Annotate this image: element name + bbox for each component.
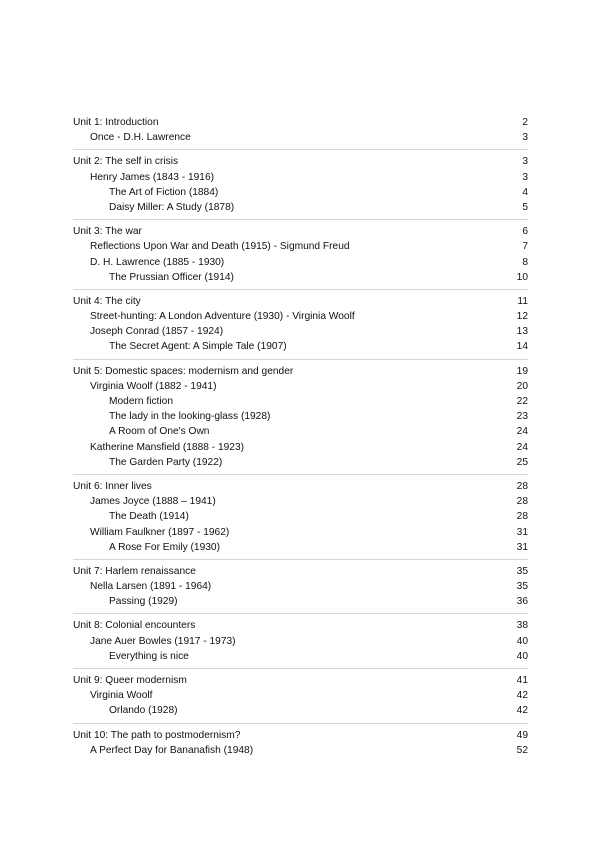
toc-page-number: 28 [516, 496, 528, 508]
toc-page-number: 6 [522, 226, 528, 238]
toc-entry-title: The lady in the looking-glass (1928) [109, 411, 271, 423]
toc-entry-title: Reflections Upon War and Death (1915) - Sigmund Freud [90, 241, 350, 253]
toc-entry-title: Unit 5: Domestic spaces: modernism and gender [73, 365, 294, 377]
toc-unit-heading[interactable] [73, 154, 528, 169]
toc-entry-title: Katherine Mansfield (1888 - 1923) [90, 441, 245, 453]
toc-entry-title: Henry James (1843 - 1916) [90, 171, 215, 183]
toc-unit-heading[interactable] [73, 618, 528, 633]
toc-page-number: 35 [516, 581, 528, 593]
toc-unit [73, 115, 528, 145]
toc-page-number: 20 [516, 380, 528, 392]
toc-subentry[interactable] [73, 339, 528, 354]
toc-subentry[interactable] [73, 424, 528, 439]
toc-entry-title: Everything is nice [109, 650, 189, 662]
toc-entry[interactable] [73, 634, 528, 649]
toc-unit [73, 559, 528, 610]
toc-page-number: 3 [522, 171, 528, 183]
toc-entry[interactable] [73, 579, 528, 594]
toc-page-number: 7 [522, 241, 528, 253]
toc-page-number: 13 [516, 326, 528, 338]
toc-entry[interactable] [73, 130, 528, 145]
toc-unit [73, 149, 528, 215]
toc-subentry[interactable] [73, 270, 528, 285]
toc-unit [73, 359, 528, 470]
toc-entry[interactable] [73, 440, 528, 455]
toc-entry-title: Unit 8: Colonial encounters [73, 620, 196, 632]
toc-entry[interactable] [73, 379, 528, 394]
toc-page-number: 42 [516, 705, 528, 717]
toc-unit [73, 613, 528, 664]
toc-page-number: 12 [516, 311, 528, 323]
toc-page-number: 41 [516, 675, 528, 686]
toc-subentry[interactable] [73, 509, 528, 524]
toc-page-number: 52 [516, 744, 528, 756]
toc-entry-title: Modern fiction [109, 396, 173, 407]
toc-unit [73, 668, 528, 719]
toc-page-number: 31 [516, 541, 528, 553]
toc-entry-title: Unit 7: Harlem renaissance [73, 565, 196, 577]
toc-entry[interactable] [73, 494, 528, 509]
toc-page-number: 8 [522, 256, 528, 268]
toc-entry-title: Unit 4: The city [73, 295, 141, 307]
toc-entry-title: A Rose For Emily (1930) [109, 541, 220, 553]
toc-unit [73, 474, 528, 555]
toc-page-number: 40 [516, 650, 528, 662]
toc-unit-heading[interactable] [73, 115, 528, 130]
toc-page-number: 42 [516, 690, 528, 702]
toc-entry-title: The Prussian Officer (1914) [109, 271, 234, 283]
toc-subentry[interactable] [73, 409, 528, 424]
toc-page-number: 3 [522, 156, 528, 168]
toc-unit [73, 289, 528, 355]
toc-page-number: 19 [516, 365, 528, 377]
toc-entry-title: Joseph Conrad (1857 - 1924) [90, 326, 224, 338]
toc-entry-title: A Perfect Day for Bananafish (1948) [90, 744, 254, 756]
toc-page-number: 49 [516, 729, 528, 741]
toc-subentry[interactable] [73, 200, 528, 215]
toc-entry-title: Unit 3: The war [73, 226, 142, 238]
toc-page-number: 4 [522, 186, 528, 198]
toc-page-number: 24 [516, 426, 528, 438]
toc-page-number: 14 [516, 341, 528, 353]
toc-subentry[interactable] [73, 594, 528, 609]
toc-page-number: 28 [516, 480, 528, 492]
toc-entry-title: The Garden Party (1922) [109, 456, 223, 468]
toc-page-number: 35 [516, 565, 528, 577]
toc-entry-title: Once - D.H. Lawrence [90, 132, 191, 144]
toc-entry-title: Unit 1: Introduction [73, 117, 159, 128]
toc-entry-title: Virginia Woolf (1882 - 1941) [90, 380, 217, 392]
toc-entry-title: Street-hunting: A London Adventure (1930) - Virginia Woolf [90, 311, 355, 323]
toc-entry-title: Nella Larsen (1891 - 1964) [90, 581, 212, 593]
toc-entry-title: Virginia Woolf [90, 690, 153, 702]
toc-page-number: 2 [522, 117, 528, 128]
toc-subentry[interactable] [73, 649, 528, 664]
toc-entry-title: James Joyce (1888 – 1941) [90, 496, 216, 508]
toc-subentry[interactable] [73, 540, 528, 555]
toc-page-number: 11 [517, 295, 528, 307]
toc-entry-title: Passing (1929) [109, 596, 178, 608]
toc-page-number: 3 [522, 132, 528, 144]
toc-page-number: 38 [516, 620, 528, 632]
toc-unit-heading[interactable] [73, 564, 528, 579]
toc-entry-title: The Secret Agent: A Simple Tale (1907) [109, 341, 287, 353]
toc-page-number: 10 [516, 271, 528, 283]
toc-entry-title: Unit 6: Inner lives [73, 480, 152, 492]
table-of-contents [73, 115, 528, 762]
toc-entry-title: Unit 9: Queer modernism [73, 675, 187, 686]
toc-entry[interactable] [73, 255, 528, 270]
toc-entry-title: Daisy Miller: A Study (1878) [109, 201, 235, 213]
toc-unit-heading[interactable] [73, 673, 528, 688]
toc-entry[interactable] [73, 525, 528, 540]
toc-unit [73, 219, 528, 285]
toc-entry-title: D. H. Lawrence (1885 - 1930) [90, 256, 225, 268]
toc-entry-title: Unit 2: The self in crisis [73, 156, 179, 168]
toc-page-number: 36 [516, 596, 528, 608]
toc-entry[interactable] [73, 239, 528, 254]
toc-entry[interactable] [73, 309, 528, 324]
toc-unit [73, 723, 528, 758]
toc-entry-title: The Art of Fiction (1884) [109, 186, 219, 198]
toc-entry-title: Jane Auer Bowles (1917 - 1973) [90, 635, 236, 647]
toc-unit-heading[interactable] [73, 224, 528, 239]
toc-subentry[interactable] [73, 394, 528, 409]
toc-subentry[interactable] [73, 185, 528, 200]
toc-unit-heading[interactable] [73, 294, 528, 309]
toc-entry-title: Orlando (1928) [109, 705, 178, 717]
toc-entry-title: A Room of One's Own [109, 426, 210, 438]
toc-entry-title: The Death (1914) [109, 511, 189, 523]
toc-entry[interactable] [73, 743, 528, 758]
toc-entry[interactable] [73, 688, 528, 703]
toc-unit-heading[interactable] [73, 364, 528, 379]
toc-unit-heading[interactable] [73, 479, 528, 494]
toc-page-number: 28 [516, 511, 528, 523]
toc-entry[interactable] [73, 324, 528, 339]
toc-page-number: 40 [516, 635, 528, 647]
toc-subentry[interactable] [73, 455, 528, 470]
toc-page-number: 5 [522, 201, 528, 213]
toc-subentry[interactable] [73, 703, 528, 718]
toc-page-number: 25 [516, 456, 528, 468]
toc-entry-title: Unit 10: The path to postmodernism? [73, 729, 241, 741]
toc-entry[interactable] [73, 170, 528, 185]
toc-page-number: 31 [516, 526, 528, 538]
toc-page-number: 22 [516, 396, 528, 407]
toc-entry-title: William Faulkner (1897 - 1962) [90, 526, 230, 538]
toc-unit-heading[interactable] [73, 728, 528, 743]
toc-page-number: 24 [516, 441, 528, 453]
toc-page-number: 23 [516, 411, 528, 423]
